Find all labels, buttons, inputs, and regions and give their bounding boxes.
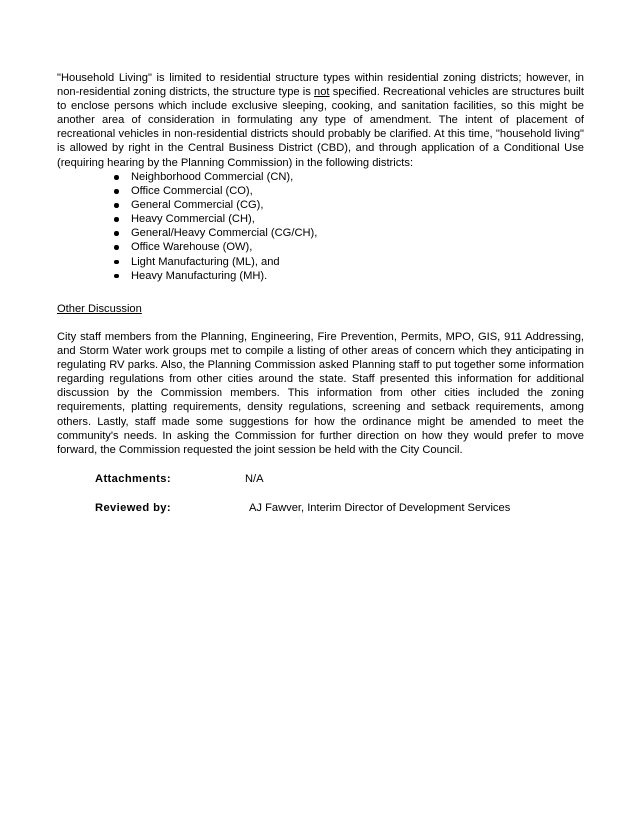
list-item: [114, 269, 317, 283]
intro-text-part2: specified. Recreational vehicles are structures built to enclose persons which include exclusive sleeping, cooking, and sanitation facilities, so this might be another area of consideration in formulating any type of amendment. The intent of placement of recreational vehicles in non-residential districts should probably be clarified. At this time, "household living" is allowed by right in the Central Business District (CBD), and through application of a Conditional Use (requiring hearing by the Planning Commission) in the following districts:: [57, 86, 584, 169]
attachments-value: N/A: [245, 473, 264, 485]
list-item: [114, 184, 317, 198]
intro-emphasis: not: [314, 86, 330, 99]
other-discussion-heading: Other Discussion: [57, 303, 142, 315]
list-item-text: Neighborhood Commercial (CN),: [131, 171, 294, 183]
list-item: [114, 226, 317, 240]
list-item-text: Office Warehouse (OW),: [131, 241, 253, 254]
bullet-icon: [114, 231, 119, 236]
list-item-text: Light Manufacturing (ML), and: [131, 255, 280, 268]
intro-text-part1: "Household Living" is limited to residential structure types within residential zoning districts; however, in non-residential zoning districts, the structure type is: [57, 72, 584, 99]
bullet-icon: [114, 189, 119, 194]
bullet-icon: [114, 217, 119, 222]
list-item-text: Office Commercial (CO),: [131, 185, 253, 198]
district-list: [114, 170, 317, 283]
intro-paragraph: [57, 71, 584, 170]
other-discussion-paragraph: City staff members from the Planning, Engineering, Fire Prevention, Permits, MPO, GIS, 911 Addressing, and Storm Water work groups met to compile a listing of other areas of concern which they anticipating in regulating RV parks. Also, the Planning Commission asked Planning staff to put together some information regarding regulations from other cities around the state. Staff presented this information for additional discussion by the Commission members. This information from other cities included the zoning requirements, platting requirements, density regulations, screening and setback requirements, among others. Lastly, staff made some suggestions for how the ordinance might be amended to meet the community's needs. In asking the Commission for further direction on how they would prefer to move forward, the Commission requested the joint session be held with the City Council.: [57, 331, 584, 456]
list-item: [114, 212, 317, 226]
bullet-icon: [114, 274, 119, 279]
list-item-text: General Commercial (CG),: [131, 199, 264, 212]
bullet-icon: [114, 175, 119, 180]
list-item: [114, 255, 317, 269]
reviewed-by-label: Reviewed by:: [95, 502, 172, 514]
bullet-icon: [114, 203, 119, 208]
list-item-text: General/Heavy Commercial (CG/CH),: [131, 227, 318, 240]
bullet-icon: [114, 260, 119, 265]
attachments-label: Attachments:: [95, 473, 171, 485]
reviewed-by-row: [95, 501, 511, 515]
list-item: [114, 240, 317, 254]
list-item-text: Heavy Commercial (CH),: [131, 213, 255, 226]
list-item: [114, 170, 317, 184]
list-item-text: Heavy Manufacturing (MH).: [131, 269, 268, 282]
bullet-icon: [114, 245, 119, 250]
attachments-row: [95, 472, 264, 486]
reviewed-by-value: AJ Fawver, Interim Director of Development Services: [249, 502, 511, 514]
list-item: [114, 198, 317, 212]
